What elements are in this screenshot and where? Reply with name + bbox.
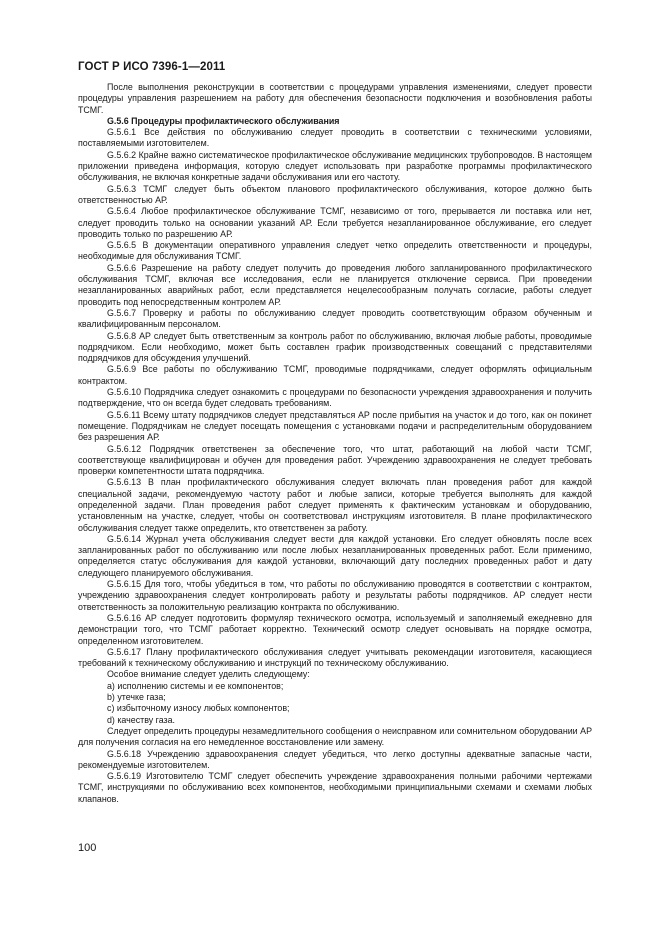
paragraph: Следует определить процедуры незамедлительного сообщения о неисправном или сомнительном оборудовании АР для получения согласия на его немедленное восстановление или замену.: [78, 725, 592, 748]
list-item: c) избыточному износу любых компонентов;: [107, 703, 290, 714]
paragraph: G.5.6.9 Все работы по обслуживанию ТСМГ, проводимые подрядчиками, следует оформлять официальным контрактом.: [78, 364, 592, 386]
paragraph: G.5.6.17 Плану профилактического обслуживания следует учитывать рекомендации изготовителя, касающиеся требований к техническому обслуживанию и инструкций по техническому обслуживанию.: [78, 646, 592, 669]
paragraph: G.5.6.14 Журнал учета обслуживания следует вести для каждой установки. Его следует обновлять после всех запланированных работ по обслуживанию или после любых незапланированных проведенных работ. Если применимо, определяется статус обслуживания для каждой установки, включающий дату последних проведенных работ и дату следующего планируемого обслуживания.: [78, 533, 592, 578]
list-item: a) исполнению системы и ее компонентов;: [107, 680, 284, 691]
paragraph: G.5.6.5 В документации оперативного управления следует четко определить ответственности и процедуры, необходимые для обслуживания ТСМГ.: [78, 240, 592, 262]
paragraph: G.5.6.8 АР следует быть ответственным за контроль работ по обслуживанию, включая любые работы, проводимые подрядчиком. Если необходимо, может быть составлен график производственных совещаний с представителями подрядчиков для обсуждения улучшений.: [78, 330, 592, 364]
paragraph: G.5.6.16 АР следует подготовить формуляр технического осмотра, используемый и заполняемый ежедневно для демонстрации того, что ТСМГ работает корректно. Технический осмотр следует основывать на порядке осмотра, определенном изготовителем.: [78, 612, 592, 646]
paragraph: G.5.6.19 Изготовителю ТСМГ следует обеспечить учреждение здравоохранения полными рабочими чертежами ТСМГ, инструкциями по обслуживанию всех компонентов, необходимыми принципиальными схемами и схемами любых клапанов.: [78, 771, 592, 804]
list-item: d) качеству газа.: [107, 714, 176, 725]
paragraph: G.5.6.18 Учреждению здравоохранения следует убедиться, что легко доступны адекватные запасные части, рекомендуемые изготовителем.: [78, 748, 592, 770]
paragraph: G.5.6.12 Подрядчик ответственен за обеспечение того, что штат, работающий на любой части ТСМГ, соответствующе квалифицирован и обучен для проведения работ. Учреждению здравоохранения не следует требовать проверки компетентности штата подрядчика.: [78, 443, 592, 477]
paragraph: G.5.6.7 Проверку и работы по обслуживанию следует проводить соответствующим образом обученным и квалифицированным персоналом.: [78, 307, 592, 330]
paragraph: G.5.6.1 Все действия по обслуживанию следует проводить в соответствии с техническими условиями, поставляемыми изготовителем.: [78, 127, 592, 149]
paragraph: G.5.6.6 Разрешение на работу следует получить до проведения любого запланированного профилактического обслуживания ТСМГ, включая все исследования, если не планируется отключение сервиса. При проведении незапланированных аварийных работ, если представляется нецелесообразным получать согласие, работы следует проводить под непосредственным контролем АР.: [78, 262, 592, 307]
paragraph: Особое внимание следует уделить следующему:: [107, 669, 310, 680]
paragraph: G.5.6.4 Любое профилактическое обслуживание ТСМГ, независимо от того, прерывается ли поставка или нет, следует проводить только на основании указаний АР. Если требуется незапланированное обслуживание, его следует проводить только по разрешению АР.: [78, 206, 592, 239]
paragraph: G.5.6.3 ТСМГ следует быть объектом планового профилактического обслуживания, которое должно быть ответственностью АР.: [78, 183, 592, 205]
paragraph: G.5.6.11 Всему штату подрядчиков следует представляться АР после прибытия на участок и до того, как он покинет помещение. Подрядчикам не следует посещать помещения с установками подачи и распределительным оборудованием без разрешения АР.: [78, 409, 592, 443]
section-heading: G.5.6 Процедуры профилактического обслуживания: [107, 115, 340, 126]
page-number: 100: [78, 842, 97, 854]
paragraph: G.5.6.15 Для того, чтобы убедиться в том, что работы по обслуживанию проводятся в соответствии с контрактом, учреждению здравоохранения следует контролировать работу и результаты работы подрядчиков. АР следует нести ответственность за положительную реализацию контракта по обслуживанию.: [78, 579, 592, 612]
list-item: b) утечке газа;: [107, 692, 166, 703]
paragraph: G.5.6.10 Подрядчика следует ознакомить с процедурами по безопасности учреждения здравоохранения и получить подтверждение, что он всегда будет следовать требованиям.: [78, 387, 592, 409]
document-body: [78, 82, 592, 805]
paragraph: После выполнения реконструкции в соответствии с процедурами управления изменениями, следует провести процедуры управления разрешением на работу для обеспечения безопасности подключения и возобновления работы ТСМГ.: [78, 82, 592, 115]
paragraph: G.5.6.2 Крайне важно систематическое профилактическое обслуживание медицинских трубопроводов. В настоящем приложении приведена информация, которую следует использовать при разработке программы профилактического обслуживания, не включая конкретные задачи обслуживания или его частоту.: [78, 149, 592, 183]
paragraph: G.5.6.13 В план профилактического обслуживания следует включать план проведения работ для каждой специальной задачи, рекомендуемую частоту работ и любые записи, которые требуется выполнять для каждой определенной задачи. План проведения работ следует применять к фактическим установкам и оборудованию, установленным на участке, следует, чтобы он соответствовал инструкциям изготовителя. В плане профилактического обслуживания следует также определить, кто ответственен за работу.: [78, 477, 592, 533]
page-header-title: ГОСТ Р ИСО 7396-1—2011: [78, 61, 226, 73]
